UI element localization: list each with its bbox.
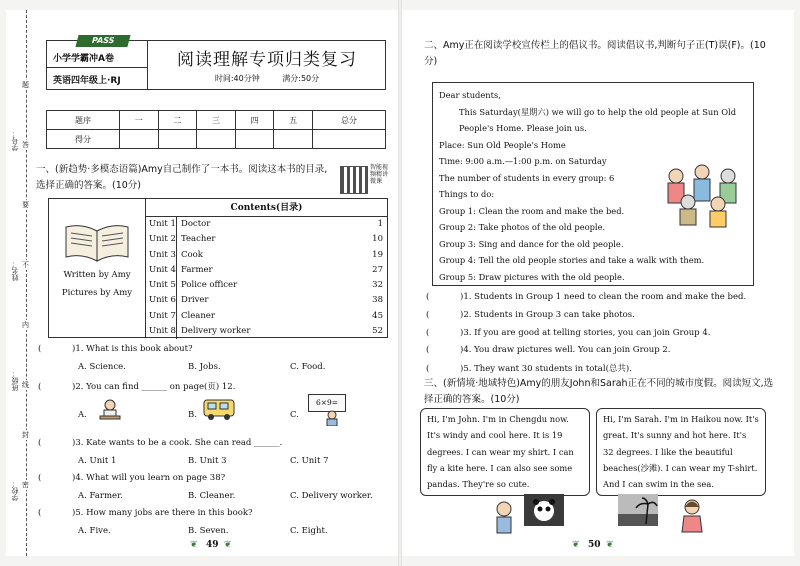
panda-photo-icon: [524, 494, 564, 526]
cut-mark: 要: [22, 201, 29, 209]
score-header: 三: [197, 111, 236, 130]
question-text: )2. You can find ______ on page(页) 12.: [72, 382, 236, 392]
pictures-by: Pictures by Amy: [61, 288, 133, 298]
notice-line: This Saturday(星期六) we will go to help the old people at Sun Old People's Home. Please join us.: [459, 106, 737, 133]
teacher-board: 6×9=: [308, 394, 346, 412]
leaf-icon: ❦: [572, 540, 580, 550]
divider: [47, 67, 147, 68]
statement-1: [426, 292, 746, 302]
statement-5: [426, 362, 632, 374]
unit-name: Teacher: [176, 232, 367, 247]
unit-name: Delivery worker: [176, 324, 367, 339]
score-cell[interactable]: [235, 130, 274, 149]
contents-row: [146, 263, 387, 278]
statement-text: )5. They want 30 students in total(总共).: [460, 364, 632, 374]
option-b: B. Unit 3: [188, 456, 227, 466]
statement-text: )3. If you are good at telling stories, you can join Group 4.: [460, 328, 711, 338]
contents-list: [146, 199, 387, 337]
cut-mark: 密: [22, 481, 29, 489]
unit-number: Unit 7: [149, 310, 176, 321]
notice-line: Place: Sun Old People's Home: [439, 139, 566, 150]
cut-mark: 线: [22, 381, 29, 389]
score-cell[interactable]: [312, 130, 385, 149]
cut-mark: 内: [22, 321, 29, 329]
page-number: 49: [206, 540, 219, 550]
unit-page: 52: [372, 326, 383, 337]
school-label: 学校：: [11, 480, 19, 501]
cook-picture-icon: [98, 398, 122, 420]
answer-blank[interactable]: (: [38, 473, 42, 483]
answer-blank[interactable]: (: [426, 310, 430, 320]
class-label: 班级：: [11, 370, 19, 391]
exam-title: 阅读理解专项归类复习: [177, 50, 357, 70]
answer-blank[interactable]: (: [426, 292, 430, 302]
option-b: B. Jobs.: [188, 362, 221, 372]
unit-number: Unit 4: [149, 264, 176, 275]
unit-number: Unit 3: [149, 249, 176, 260]
question-text: )4. What will you learn on page 38?: [72, 473, 226, 483]
exam-meta: [147, 73, 387, 84]
leaf-icon: ❦: [606, 540, 614, 550]
exam-header: [46, 36, 386, 90]
option-c: C.: [290, 410, 299, 420]
score-header: 四: [235, 111, 274, 130]
john-avatar-icon: [492, 500, 516, 534]
qr-code-icon[interactable]: [340, 166, 368, 194]
left-page: [6, 10, 398, 556]
teacher-picture-icon: [322, 410, 342, 426]
id-label: 学号：: [11, 130, 19, 151]
unit-page: 1: [377, 219, 383, 229]
series-name: 小学学霸冲A卷: [53, 54, 114, 64]
written-by: Written by Amy: [63, 270, 131, 280]
statement-2: [426, 310, 635, 320]
full-score: 满分:50分: [282, 74, 320, 83]
right-page: [402, 10, 794, 556]
answer-blank[interactable]: (: [38, 382, 42, 392]
john-message: Hi, I'm John. I'm in Chengdu now. It's windy and cool here. It is 19 degrees. I can wear my shirt. I can fly a kite here. I can also see some pandas. They're so cute.: [420, 408, 590, 496]
contents-row: [146, 248, 387, 263]
score-header: 题序: [47, 111, 120, 130]
unit-name: Cleaner: [176, 309, 367, 324]
score-cell[interactable]: [197, 130, 236, 149]
contents-title: Contents(目录): [146, 199, 387, 217]
grade-label: 英语四年级上·RJ: [53, 76, 121, 86]
option-a: A. Science.: [78, 362, 126, 372]
unit-page: 45: [372, 310, 383, 321]
statement-text: )2. Students in Group 3 can take photos.: [460, 310, 635, 320]
unit-page: 27: [372, 264, 383, 275]
unit-number: Unit 1: [149, 219, 176, 229]
unit-page: 32: [372, 280, 383, 291]
unit-name: Driver: [176, 293, 367, 308]
question-4: [38, 473, 225, 483]
unit-page: 19: [372, 249, 383, 260]
answer-blank[interactable]: (: [426, 364, 430, 374]
open-book-icon: [62, 221, 132, 263]
cut-mark: 封: [22, 431, 29, 439]
cut-mark: 题: [22, 81, 29, 89]
option-a: A. Five.: [78, 526, 111, 536]
question-3: [38, 438, 282, 448]
score-header: 一: [119, 111, 158, 130]
contents-row: [146, 309, 387, 324]
cut-mark: 不: [22, 261, 29, 269]
unit-name: Doctor: [176, 217, 367, 232]
bus-driver-picture-icon: [202, 396, 236, 422]
unit-number: Unit 2: [149, 234, 176, 245]
contents-row: [146, 278, 387, 293]
question-text: )5. How many jobs are there in this book?: [72, 508, 253, 518]
unit-page: 10: [372, 234, 383, 245]
answer-blank[interactable]: (: [38, 438, 42, 448]
statement-4: [426, 345, 670, 355]
notice-line: Things to do:: [439, 189, 495, 199]
option-c: C. Delivery worker.: [290, 491, 373, 501]
option-c: C. Unit 7: [290, 456, 329, 466]
name-label: 姓名：: [11, 260, 19, 281]
score-header: 五: [274, 111, 313, 130]
contents-row: [146, 324, 387, 339]
question-5: [38, 508, 253, 518]
book-box: [48, 198, 388, 338]
sarah-message: Hi, I'm Sarah. I'm in Haikou now. It's great. It's sunny and hot here. It's 32 degrees. I like the beautiful beaches(沙滩). I can wear my T-shirt. And I can swim in the sea.: [596, 408, 766, 496]
option-b: B. Seven.: [188, 526, 229, 536]
time-limit: 时间:40分钟: [214, 74, 260, 83]
notice-line: Time: 9:00 a.m.—1:00 p.m. on Saturday: [439, 156, 607, 166]
score-cell[interactable]: [158, 130, 197, 149]
notice-line: Group 5: Draw pictures with the old people.: [439, 271, 625, 282]
question-text: )3. Kate wants to be a cook. She can read ______.: [72, 438, 283, 448]
score-table: [46, 110, 386, 149]
option-b: B.: [188, 410, 197, 420]
unit-number: Unit 8: [149, 326, 176, 337]
notice-line: Group 1: Clean the room and make the bed.: [439, 205, 625, 216]
option-a: A. Farmer.: [78, 491, 123, 501]
unit-number: Unit 6: [149, 295, 176, 306]
section2-title: 二、Amy正在阅读学校宣传栏上的倡议书。阅读倡议书,判断句子正(T)误(F)。(10分): [424, 40, 766, 67]
statement-3: [426, 328, 710, 338]
answer-blank[interactable]: (: [38, 344, 42, 354]
question-1: [38, 344, 193, 354]
score-cell[interactable]: [119, 130, 158, 149]
option-c: C. Eight.: [290, 526, 328, 536]
volunteers-picture-icon: [662, 162, 752, 228]
contents-row: [146, 293, 387, 308]
notice-line: Dear students,: [439, 90, 501, 100]
unit-name: Farmer: [176, 263, 367, 278]
qr-label: 智能视频精讲微课: [370, 164, 389, 185]
answer-blank[interactable]: (: [426, 345, 430, 355]
section3-title: 三、(新情境·地域特色)Amy的朋友John和Sarah正在不同的城市度假。阅读短文,选择正确的答案。(10分): [424, 378, 774, 405]
statement-text: )1. Students in Group 1 need to clean the room and make the bed.: [460, 292, 747, 302]
answer-blank[interactable]: (: [426, 328, 430, 338]
score-cell[interactable]: [274, 130, 313, 149]
statement-text: )4. You draw pictures well. You can join Group 2.: [460, 345, 671, 355]
section1-title: 一、(新趋势·多模态语篇)Amy自己制作了一本书。阅读这本书的目录,选择正确的答案。(10分): [36, 164, 328, 191]
leaf-icon: ❦: [190, 540, 198, 550]
answer-blank[interactable]: (: [38, 508, 42, 518]
contents-row: [146, 232, 387, 247]
notice-line: The number of students in every group: 6: [439, 172, 615, 183]
option-a: A.: [78, 410, 87, 420]
notice-line: Group 2: Take photos of the old people.: [439, 222, 606, 232]
score-row-label: 得分: [47, 130, 120, 149]
sarah-avatar-icon: [680, 498, 704, 534]
unit-name: Cook: [176, 248, 367, 263]
score-header: 总分: [312, 111, 385, 130]
book-cover: [49, 199, 146, 337]
unit-name: Police officer: [176, 278, 367, 293]
cut-line: [26, 10, 27, 556]
binding-margin: [6, 10, 34, 556]
option-c: C. Food.: [290, 362, 326, 372]
question-2: [38, 380, 235, 392]
beach-photo-icon: [618, 494, 658, 526]
cut-mark: 答: [22, 141, 29, 149]
pass-badge: PASS: [75, 35, 130, 47]
option-b: B. Cleaner.: [188, 491, 236, 501]
page-number: 50: [588, 540, 601, 550]
notice-line: Group 4: Tell the old people stories and take a walk with them.: [439, 255, 705, 265]
option-a: A. Unit 1: [78, 456, 117, 466]
unit-number: Unit 5: [149, 280, 176, 291]
notice-line: Group 3: Sing and dance for the old people.: [439, 238, 624, 249]
score-header: 二: [158, 111, 197, 130]
leaf-icon: ❦: [224, 540, 232, 550]
contents-row: [146, 217, 387, 232]
question-text: )1. What is this book about?: [72, 344, 193, 354]
unit-page: 38: [372, 295, 383, 306]
